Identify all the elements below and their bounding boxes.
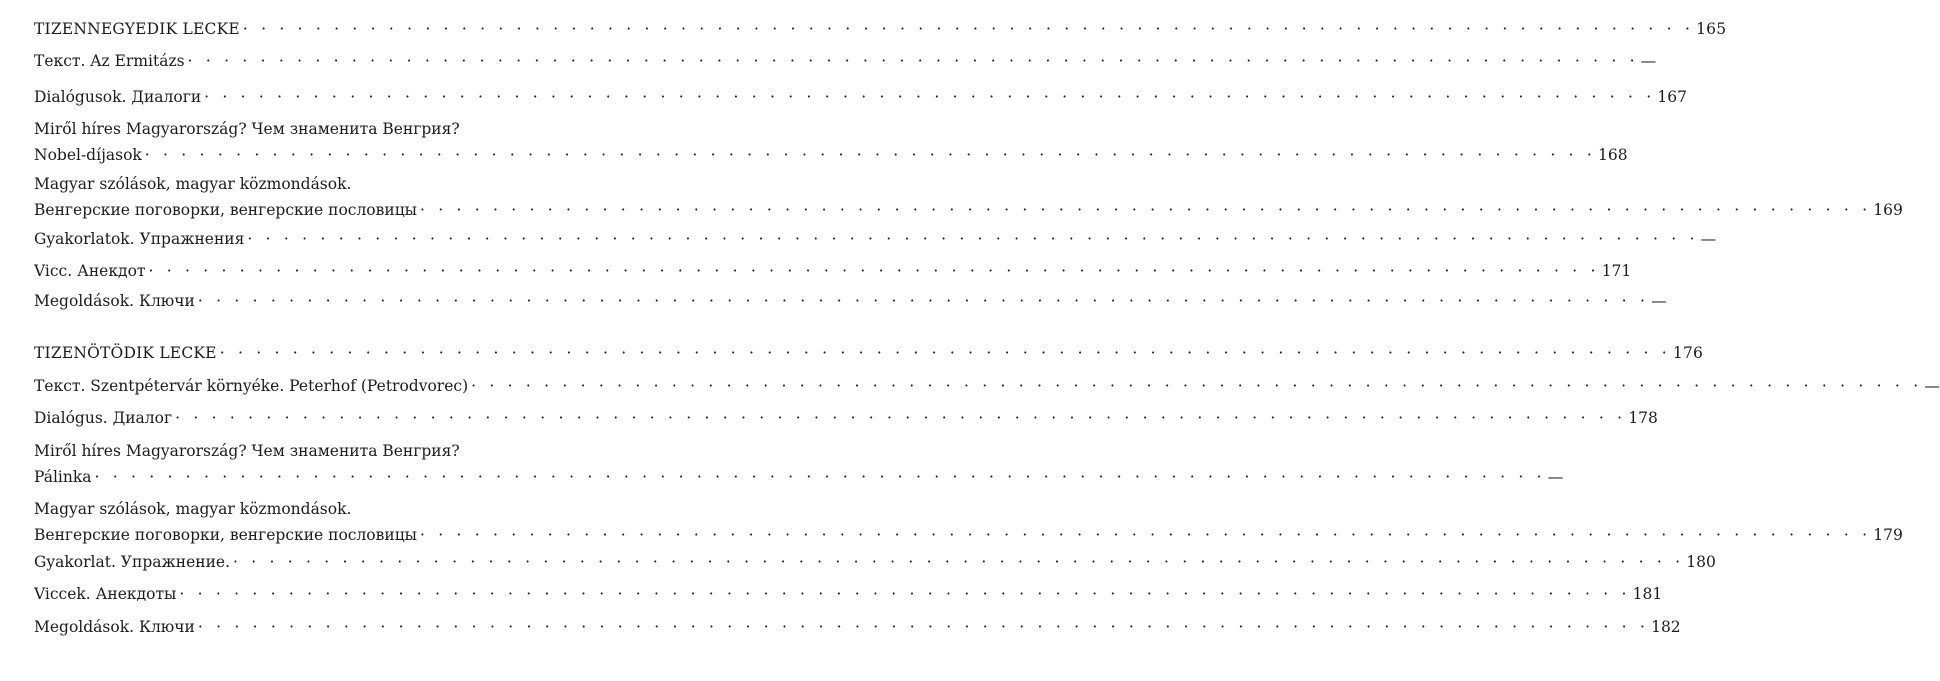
dot-leader: · · · · · · · · · · · · · · · · · · · · · · · · · · · · · · · · · · · · · · · · · · · · · · · · · · · · · · · · · · · · · · · · · · · · · · · · · · · · · · · · xyxy=(197,292,1650,310)
toc-entry[interactable] xyxy=(34,373,1940,399)
dot-leader: · · · · · · · · · · · · · · · · · · · · · · · · · · · · · · · · · · · · · · · · · · · · · · · · · · · · · · · · · · · · · · · · · · · · · · · · · · · · · · · · xyxy=(175,409,1627,427)
toc-entry[interactable] xyxy=(34,48,1657,74)
toc-page-number: 168 xyxy=(1598,146,1628,164)
toc-page-number: 167 xyxy=(1657,88,1687,106)
dot-leader: · · · · · · · · · · · · · · · · · · · · · · · · · · · · · · · · · · · · · · · · · · · · · · · · · · · · · · · · · · · · · · · · · · · · · · · · · · · · · · · · xyxy=(179,585,1631,603)
toc-page-number: 179 xyxy=(1873,526,1903,544)
dot-leader: · · · · · · · · · · · · · · · · · · · · · · · · · · · · · · · · · · · · · · · · · · · · · · · · · · · · · · · · · · · · · · · · · · · · · · · · · · · · · · · · xyxy=(219,344,1671,362)
dot-leader: · · · · · · · · · · · · · · · · · · · · · · · · · · · · · · · · · · · · · · · · · · · · · · · · · · · · · · · · · · · · · · · · · · · · · · · · · · · · · · · · xyxy=(247,230,1699,248)
toc-heading-title: TIZENÖTÖDIK LECKE xyxy=(34,344,217,362)
toc-entry[interactable] xyxy=(34,405,1658,431)
toc-page-number: 180 xyxy=(1686,553,1716,571)
toc-entry[interactable] xyxy=(34,581,1663,607)
toc-page-number: — xyxy=(1640,52,1657,70)
dot-leader: · · · · · · · · · · · · · · · · · · · · · · · · · · · · · · · · · · · · · · · · · · · · · · · · · · · · · · · · · · · · · · · · · · · · · · · · · · · · · · · · xyxy=(94,468,1546,486)
toc-page-number: 169 xyxy=(1873,201,1903,219)
toc-entry[interactable] xyxy=(34,614,1681,640)
toc-entry-title: Dialógus. Диалог xyxy=(34,409,173,427)
toc-heading-lesson-14[interactable] xyxy=(34,16,1727,42)
toc-page-number: 165 xyxy=(1696,20,1727,38)
toc-entry-title-continued: Венгерские поговорки, венгерские пословицы xyxy=(34,201,418,219)
dot-leader: · · · · · · · · · · · · · · · · · · · · · · · · · · · · · · · · · · · · · · · · · · · · · · · · · · · · · · · · · · · · · · · · · · · · · · · · · · · · · · · · xyxy=(197,618,1650,636)
dot-leader: · · · · · · · · · · · · · · · · · · · · · · · · · · · · · · · · · · · · · · · · · · · · · · · · · · · · · · · · · · · · · · · · · · · · · · · · · · · · · · · · xyxy=(187,52,1639,70)
toc-entry-title: Viccek. Анекдоты xyxy=(34,585,177,603)
dot-leader: · · · · · · · · · · · · · · · · · · · · · · · · · · · · · · · · · · · · · · · · · · · · · · · · · · · · · · · · · · · · · · · · · · · · · · · · · · · · · · · · xyxy=(148,262,1600,280)
toc-page-number: 176 xyxy=(1672,344,1704,362)
toc-entry[interactable] xyxy=(34,496,1903,548)
toc-page-number: 181 xyxy=(1632,585,1663,603)
toc-page-number: 178 xyxy=(1628,409,1658,427)
toc-entry[interactable] xyxy=(34,549,1716,575)
toc-entry[interactable] xyxy=(34,438,1564,490)
toc-entry[interactable] xyxy=(34,226,1717,252)
dot-leader: · · · · · · · · · · · · · · · · · · · · · · · · · · · · · · · · · · · · · · · · · · · · · · · · · · · · · · · · · · · · · · · · · · · · · · · · · · · · · · · · xyxy=(233,553,1685,571)
toc-entry-title: Текст. Szentpétervár környéke. Peterhof (Petrodvorec) xyxy=(34,377,469,395)
toc-page-number: — xyxy=(1924,377,1940,395)
toc-heading-title: TIZENNEGYEDIK LECKE xyxy=(34,20,240,38)
toc-page-number: 171 xyxy=(1601,262,1632,280)
dot-leader: · · · · · · · · · · · · · · · · · · · · · · · · · · · · · · · · · · · · · · · · · · · · · · · · · · · · · · · · · · · · · · · · · · · · · · · · · · · · · · · · xyxy=(242,20,1695,38)
toc-entry-title-continued: Венгерские поговорки, венгерские пословицы xyxy=(34,526,418,544)
toc-entry[interactable] xyxy=(34,116,1628,168)
toc-entry[interactable] xyxy=(34,171,1903,223)
toc-page-number: — xyxy=(1700,230,1717,248)
toc-page-number: — xyxy=(1547,468,1564,486)
toc-entry-title: Vicc. Анекдот xyxy=(34,262,146,280)
dot-leader: · · · · · · · · · · · · · · · · · · · · · · · · · · · · · · · · · · · · · · · · · · · · · · · · · · · · · · · · · · · · · · · · · · · · · · · · · · · · · · · · xyxy=(471,377,1923,395)
toc-entry-title-continued: Nobel-díjasok xyxy=(34,146,142,164)
toc-entry[interactable] xyxy=(34,84,1687,110)
toc-entry-title: Miről híres Magyarország? Чем знаменита Венгрия? xyxy=(34,442,460,460)
toc-entry[interactable] xyxy=(34,258,1632,284)
toc-page-number: — xyxy=(1651,292,1667,310)
toc-entry-title-continued: Pálinka xyxy=(34,468,92,486)
toc-entry-title: Magyar szólások, magyar közmondások. xyxy=(34,175,352,193)
dot-leader: · · · · · · · · · · · · · · · · · · · · · · · · · · · · · · · · · · · · · · · · · · · · · · · · · · · · · · · · · · · · · · · · · · · · · · · · · · · · · · · · xyxy=(420,526,1872,544)
toc-entry-title: Gyakorlatok. Упражнения xyxy=(34,230,245,248)
dot-leader: · · · · · · · · · · · · · · · · · · · · · · · · · · · · · · · · · · · · · · · · · · · · · · · · · · · · · · · · · · · · · · · · · · · · · · · · · · · · · · · · xyxy=(144,146,1596,164)
toc-entry-title: Текст. Az Ermitázs xyxy=(34,52,185,70)
toc-entry-title: Gyakorlat. Упражнение. xyxy=(34,553,231,571)
toc-entry-title: Megoldások. Ключи xyxy=(34,618,195,636)
toc-entry-title: Magyar szólások, magyar közmondások. xyxy=(34,500,352,518)
toc-page-number: 182 xyxy=(1651,618,1681,636)
toc-entry-title: Miről híres Magyarország? Чем знаменита Венгрия? xyxy=(34,120,460,138)
toc-entry[interactable] xyxy=(34,288,1667,314)
dot-leader: · · · · · · · · · · · · · · · · · · · · · · · · · · · · · · · · · · · · · · · · · · · · · · · · · · · · · · · · · · · · · · · · · · · · · · · · · · · · · · · · xyxy=(204,88,1656,106)
dot-leader: · · · · · · · · · · · · · · · · · · · · · · · · · · · · · · · · · · · · · · · · · · · · · · · · · · · · · · · · · · · · · · · · · · · · · · · · · · · · · · · · xyxy=(420,201,1872,219)
toc-entry-title: Megoldások. Ключи xyxy=(34,292,195,310)
toc-heading-lesson-15[interactable] xyxy=(34,340,1704,366)
toc-entry-title: Dialógusok. Диалоги xyxy=(34,88,202,106)
